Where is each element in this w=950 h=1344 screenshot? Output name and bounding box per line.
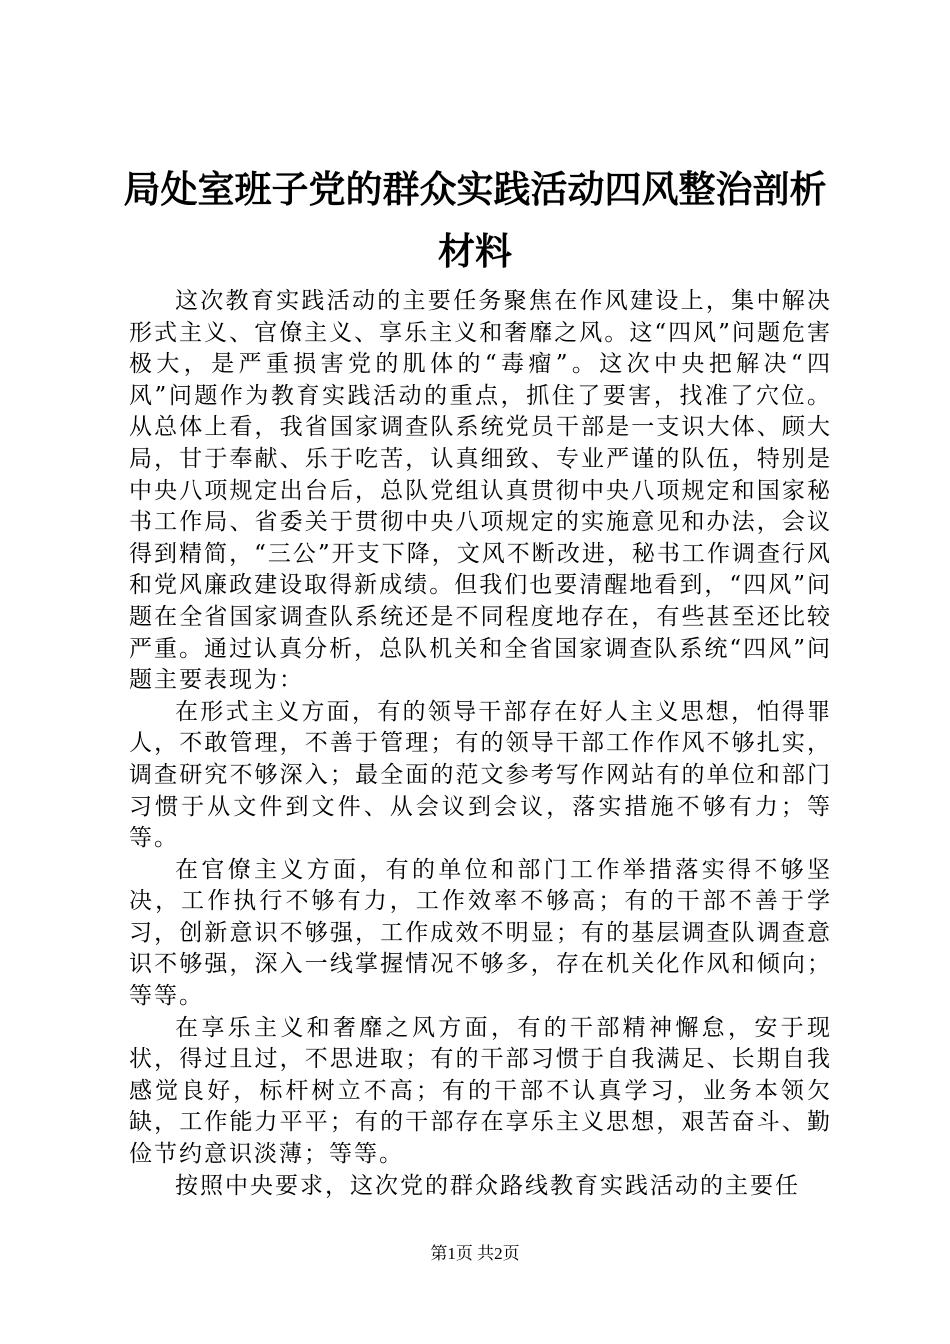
page-number-footer: 第1页 共2页 xyxy=(430,1244,520,1263)
body-paragraph: 按照中央要求，这次党的群众路线教育实践活动的主要任 xyxy=(175,1172,800,1199)
body-paragraph: 这次教育实践活动的主要任务聚焦在作风建设上，集中解决形式主义、官僚主义、享乐主义和奢靡之风。这“四风”问题危害极大，是严重损害党的肌体的“毒瘤”。这次中央把解决“四风”问题作为教育实践活动的重点，抓住了要害，找准了穴位。从总体上看，我省国家调查队系统党员干部是一支识大体、顾大局，甘于奉献、乐于吃苦，认真细致、专业严谨的队伍，特别是中央八项规定出台后，总队党组认真贯彻中央八项规定和国家秘书工作局、省委关于贯彻中央八项规定的实施意见和办法，会议得到精简，“三公”开支下降，文风不断改进，秘书工作调查行风和党风廉政建设取得新成绩。但我们也要清醒地看到，“四风”问题在全省国家调查队系统还是不同程度地存在，有些甚至还比较严重。通过认真分析，总队机关和全省国家调查队系统“四风”问题主要表现为： xyxy=(129,288,832,694)
body-paragraph: 在官僚主义方面，有的单位和部门工作举措落实得不够坚决，工作执行不够有力，工作效率不够高；有的干部不善于学习，创新意识不够强，工作成效不明显；有的基层调查队调查意识不够强，深入一线掌握情况不够多，存在机关化作风和倾向；等等。 xyxy=(129,856,832,1010)
document-title: 局处室班子党的群众实践活动四风整治剖析材料 xyxy=(123,167,827,273)
body-paragraph: 在形式主义方面，有的领导干部存在好人主义思想，怕得罪人，不敢管理，不善于管理；有的领导干部工作作风不够扎实，调查研究不够深入；最全面的范文参考写作网站有的单位和部门习惯于从文件到文件、从会议到会议，落实措施不够有力；等等。 xyxy=(129,698,832,852)
document-body xyxy=(129,286,832,1202)
body-paragraph: 在享乐主义和奢靡之风方面，有的干部精神懈怠，安于现状，得过且过，不思进取；有的干部习惯于自我满足、长期自我感觉良好，标杆树立不高；有的干部不认真学习，业务本领欠缺，工作能力平平；有的干部存在享乐主义思想，艰苦奋斗、勤俭节约意识淡薄；等等。 xyxy=(129,1014,832,1168)
